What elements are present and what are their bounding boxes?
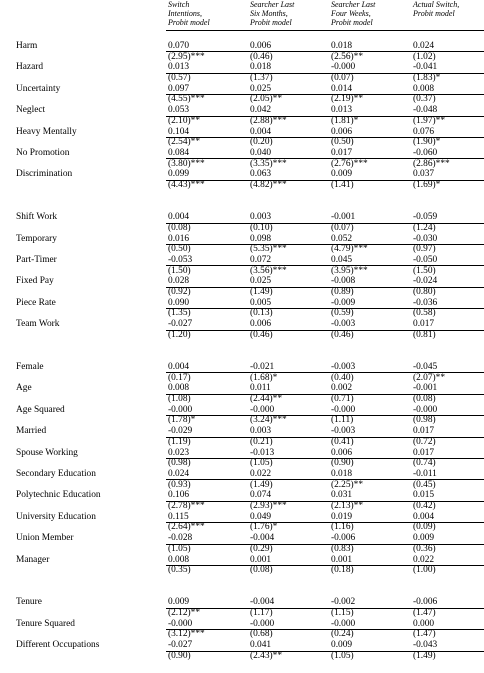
row-label: Hazard xyxy=(16,62,44,73)
row-label: University Education xyxy=(16,511,96,522)
coefficient-cell: -0.024 xyxy=(413,276,438,287)
row-rule xyxy=(166,116,484,117)
coefficient-cell: -0.003 xyxy=(331,426,356,437)
coefficient-cell: 0.028 xyxy=(168,276,190,287)
coefficient-cell: -0.000 xyxy=(250,404,275,415)
t-statistic-cell: (0.80) xyxy=(413,287,436,297)
coefficient-cell: 0.008 xyxy=(168,383,190,394)
t-statistic-cell: (2.93)*** xyxy=(250,501,287,511)
t-statistic-cell: (2.44)** xyxy=(250,394,283,404)
row-rule xyxy=(166,137,484,138)
row-label: Harm xyxy=(16,41,38,51)
row-rule xyxy=(166,180,484,181)
coefficient-cell: 0.053 xyxy=(168,105,190,116)
row-label: Team Work xyxy=(16,319,60,330)
t-statistic-cell: (0.58) xyxy=(413,308,436,319)
coefficient-cell: 0.006 xyxy=(250,41,272,51)
row-rule xyxy=(166,158,484,159)
t-statistic-cell: (0.83) xyxy=(331,543,354,554)
coefficient-cell: 0.005 xyxy=(250,297,272,308)
row-rule xyxy=(166,244,484,245)
coefficient-cell: 0.099 xyxy=(168,169,190,180)
coefficient-cell: 0.017 xyxy=(413,426,435,437)
t-statistic-cell: (3.80)*** xyxy=(168,158,205,169)
row-label: Uncertainty xyxy=(16,83,61,94)
t-statistic-cell: (1.47) xyxy=(413,629,436,640)
coefficient-cell: -0.000 xyxy=(331,404,356,415)
t-statistic-cell: (0.13) xyxy=(250,308,273,319)
coefficient-cell: 0.106 xyxy=(168,490,190,501)
coefficient-cell: -0.004 xyxy=(250,597,275,608)
row-rule xyxy=(166,608,484,609)
coefficient-cell: 0.063 xyxy=(250,169,272,180)
t-statistic-cell: (5.35)*** xyxy=(250,244,287,255)
coefficient-cell: 0.009 xyxy=(168,597,190,608)
t-statistic-cell: (3.35)*** xyxy=(250,158,287,169)
coefficient-cell: -0.002 xyxy=(331,597,356,608)
row-rule xyxy=(166,479,484,480)
t-statistic-cell: (2.64)*** xyxy=(168,522,205,533)
t-statistic-cell: (2.78)*** xyxy=(168,501,205,511)
coefficient-cell: 0.037 xyxy=(413,169,435,180)
coefficient-cell: 0.090 xyxy=(168,297,190,308)
t-statistic-cell: (1.05) xyxy=(331,650,354,661)
t-statistic-cell: (0.07) xyxy=(331,222,354,233)
coefficient-cell: -0.006 xyxy=(413,597,438,608)
t-statistic-cell: (4.55)*** xyxy=(168,94,205,105)
coefficient-cell: -0.009 xyxy=(331,297,356,308)
coefficient-cell: -0.006 xyxy=(331,533,356,544)
row-label: Discrimination xyxy=(16,169,73,180)
coefficient-cell: 0.018 xyxy=(331,41,353,51)
t-statistic-cell: (0.24) xyxy=(331,629,354,640)
row-label: Fixed Pay xyxy=(16,276,54,287)
t-statistic-cell: (0.08) xyxy=(413,394,436,404)
t-statistic-cell: (1.41) xyxy=(331,180,354,190)
t-statistic-cell: (2.43)** xyxy=(250,650,283,661)
t-statistic-cell: (0.93) xyxy=(168,479,191,490)
row-rule xyxy=(166,458,484,459)
row-rule xyxy=(166,372,484,373)
t-statistic-cell: (1.08) xyxy=(168,394,191,404)
t-statistic-cell: (0.97) xyxy=(413,244,436,255)
coefficient-cell: 0.023 xyxy=(168,447,190,458)
coefficient-cell: 0.013 xyxy=(331,105,353,116)
t-statistic-cell: (0.59) xyxy=(331,308,354,319)
row-rule xyxy=(166,265,484,266)
t-statistic-cell: (1.02) xyxy=(413,51,436,62)
t-statistic-cell: (0.89) xyxy=(331,287,354,297)
coefficient-cell: -0.027 xyxy=(168,319,193,330)
coefficient-cell: -0.030 xyxy=(413,233,438,244)
coefficient-cell: 0.001 xyxy=(331,554,353,565)
row-rule xyxy=(166,308,484,309)
row-label: Different Occupations xyxy=(16,640,100,651)
row-label: Polytechnic Education xyxy=(16,490,101,501)
coefficient-cell: 0.006 xyxy=(250,319,272,330)
row-rule xyxy=(166,51,484,52)
t-statistic-cell: (3.12)*** xyxy=(168,629,205,640)
row-label: Manager xyxy=(16,554,50,565)
t-statistic-cell: (1.37) xyxy=(250,73,273,83)
t-statistic-cell: (2.10)** xyxy=(168,115,201,126)
coefficient-cell: 0.070 xyxy=(168,41,190,51)
coefficient-cell: -0.029 xyxy=(168,426,193,437)
t-statistic-cell: (0.36) xyxy=(413,543,436,554)
row-label: Age xyxy=(16,383,32,394)
row-label: Married xyxy=(16,426,47,437)
coefficient-cell: -0.000 xyxy=(331,62,356,73)
t-statistic-cell: (1.69)* xyxy=(413,180,441,190)
row-rule xyxy=(166,94,484,95)
t-statistic-cell: (1.49) xyxy=(413,650,436,661)
coefficient-cell: 0.074 xyxy=(250,490,272,501)
t-statistic-cell: (1.47) xyxy=(413,608,436,618)
coefficient-cell: 0.003 xyxy=(250,426,272,437)
row-label: No Promotion xyxy=(16,148,70,158)
t-statistic-cell: (0.10) xyxy=(250,222,273,233)
t-statistic-cell: (2.56)** xyxy=(331,51,364,62)
t-statistic-cell: (0.09) xyxy=(413,522,436,533)
coefficient-cell: 0.018 xyxy=(250,62,272,73)
t-statistic-cell: (0.50) xyxy=(331,137,354,148)
row-label: Piece Rate xyxy=(16,297,56,308)
column-header: Actual Switch, Probit model xyxy=(413,0,460,19)
t-statistic-cell: (0.50) xyxy=(168,244,191,255)
coefficient-cell: 0.017 xyxy=(331,148,353,158)
coefficient-cell: -0.021 xyxy=(250,362,275,372)
t-statistic-cell: (0.21) xyxy=(250,436,273,447)
t-statistic-cell: (0.72) xyxy=(413,436,436,447)
t-statistic-cell: (1.49) xyxy=(250,479,273,490)
t-statistic-cell: (4.43)*** xyxy=(168,180,205,190)
coefficient-cell: 0.052 xyxy=(331,233,353,244)
coefficient-cell: 0.115 xyxy=(168,511,189,522)
coefficient-cell: 0.004 xyxy=(168,362,190,372)
row-rule xyxy=(166,415,484,416)
row-rule xyxy=(166,330,484,331)
t-statistic-cell: (0.29) xyxy=(250,543,273,554)
t-statistic-cell: (0.57) xyxy=(168,73,191,83)
t-statistic-cell: (3.24)*** xyxy=(250,415,287,426)
coefficient-cell: 0.009 xyxy=(331,640,353,651)
row-label: Tenure xyxy=(16,597,42,608)
coefficient-cell: -0.059 xyxy=(413,212,438,223)
coefficient-cell: 0.084 xyxy=(168,148,190,158)
t-statistic-cell: (0.98) xyxy=(413,415,436,426)
coefficient-cell: -0.028 xyxy=(168,533,193,544)
t-statistic-cell: (0.20) xyxy=(250,137,273,148)
coefficient-cell: -0.043 xyxy=(413,640,438,651)
coefficient-cell: -0.008 xyxy=(331,276,356,287)
coefficient-cell: -0.003 xyxy=(331,319,356,330)
row-label: Union Member xyxy=(16,533,74,544)
coefficient-cell: 0.011 xyxy=(250,383,271,394)
t-statistic-cell: (1.35) xyxy=(168,308,191,319)
row-rule xyxy=(166,651,484,652)
t-statistic-cell: (2.25)** xyxy=(331,479,364,490)
t-statistic-cell: (0.45) xyxy=(413,479,436,490)
row-label: Spouse Working xyxy=(16,447,78,458)
t-statistic-cell: (2.95)*** xyxy=(168,51,205,62)
t-statistic-cell: (0.90) xyxy=(168,650,191,661)
t-statistic-cell: (0.37) xyxy=(413,94,436,105)
coefficient-cell: 0.008 xyxy=(413,83,435,94)
coefficient-cell: -0.027 xyxy=(168,640,193,651)
t-statistic-cell: (1.81)* xyxy=(331,115,359,126)
t-statistic-cell: (1.76)* xyxy=(250,522,278,533)
coefficient-cell: 0.009 xyxy=(331,169,353,180)
t-statistic-cell: (0.40) xyxy=(331,372,354,383)
coefficient-cell: 0.009 xyxy=(413,533,435,544)
row-label: Tenure Squared xyxy=(16,618,75,629)
row-rule xyxy=(166,522,484,523)
coefficient-cell: 0.008 xyxy=(168,554,190,565)
t-statistic-cell: (1.20) xyxy=(168,329,191,340)
t-statistic-cell: (0.42) xyxy=(413,501,436,511)
coefficient-cell: 0.072 xyxy=(250,255,272,265)
coefficient-cell: -0.000 xyxy=(331,618,356,629)
t-statistic-cell: (0.92) xyxy=(168,287,191,297)
row-label: Part-Timer xyxy=(16,255,57,265)
row-label: Heavy Mentally xyxy=(16,126,77,137)
header-rule xyxy=(166,30,484,31)
coefficient-cell: -0.060 xyxy=(413,148,438,158)
coefficient-cell: 0.018 xyxy=(331,469,353,479)
coefficient-cell: 0.002 xyxy=(331,383,353,394)
t-statistic-cell: (0.46) xyxy=(250,51,273,62)
t-statistic-cell: (3.95)*** xyxy=(331,265,368,276)
t-statistic-cell: (4.82)*** xyxy=(250,180,287,190)
row-rule xyxy=(166,501,484,502)
row-label: Secondary Education xyxy=(16,469,96,479)
t-statistic-cell: (2.12)** xyxy=(168,608,201,618)
t-statistic-cell: (0.46) xyxy=(250,329,273,340)
t-statistic-cell: (1.49) xyxy=(250,287,273,297)
coefficient-cell: 0.000 xyxy=(413,618,435,629)
t-statistic-cell: (4.79)*** xyxy=(331,244,368,255)
t-statistic-cell: (2.13)** xyxy=(331,501,364,511)
row-rule xyxy=(166,73,484,74)
row-rule xyxy=(166,544,484,545)
t-statistic-cell: (0.35) xyxy=(168,565,191,576)
coefficient-cell: -0.000 xyxy=(168,618,193,629)
t-statistic-cell: (2.88)*** xyxy=(250,115,287,126)
coefficient-cell: 0.017 xyxy=(413,319,435,330)
coefficient-cell: -0.000 xyxy=(250,618,275,629)
t-statistic-cell: (1.90)* xyxy=(413,137,441,148)
t-statistic-cell: (1.97)** xyxy=(413,115,446,126)
coefficient-cell: 0.006 xyxy=(331,447,353,458)
coefficient-cell: -0.001 xyxy=(331,212,356,223)
coefficient-cell: 0.004 xyxy=(250,126,272,137)
row-label: Temporary xyxy=(16,233,57,244)
t-statistic-cell: (2.86)*** xyxy=(413,158,450,169)
coefficient-cell: 0.031 xyxy=(331,490,353,501)
t-statistic-cell: (0.18) xyxy=(331,565,354,576)
row-rule xyxy=(166,287,484,288)
column-header: Searcher Last Four Weeks, Probit model xyxy=(331,0,376,28)
row-rule xyxy=(166,394,484,395)
row-rule xyxy=(166,437,484,438)
t-statistic-cell: (0.90) xyxy=(331,458,354,469)
coefficient-cell: -0.004 xyxy=(250,533,275,544)
t-statistic-cell: (0.98) xyxy=(168,458,191,469)
coefficient-cell: 0.041 xyxy=(250,640,272,651)
t-statistic-cell: (0.41) xyxy=(331,436,354,447)
row-label: Shift Work xyxy=(16,212,58,223)
coefficient-cell: 0.004 xyxy=(168,212,190,223)
row-rule xyxy=(166,629,484,630)
coefficient-cell: 0.024 xyxy=(168,469,190,479)
coefficient-cell: 0.017 xyxy=(413,447,435,458)
coefficient-cell: 0.025 xyxy=(250,276,272,287)
row-rule xyxy=(166,223,484,224)
coefficient-cell: -0.013 xyxy=(250,447,275,458)
coefficient-cell: 0.049 xyxy=(250,511,272,522)
t-statistic-cell: (2.76)*** xyxy=(331,158,368,169)
coefficient-cell: -0.041 xyxy=(413,62,438,73)
t-statistic-cell: (1.05) xyxy=(168,543,191,554)
t-statistic-cell: (1.00) xyxy=(413,565,436,576)
t-statistic-cell: (1.78)* xyxy=(168,415,196,426)
t-statistic-cell: (2.05)** xyxy=(250,94,283,105)
t-statistic-cell: (0.07) xyxy=(331,73,354,83)
coefficient-cell: 0.042 xyxy=(250,105,272,116)
coefficient-cell: -0.000 xyxy=(168,404,193,415)
t-statistic-cell: (1.50) xyxy=(168,265,191,276)
coefficient-cell: 0.013 xyxy=(168,62,190,73)
coefficient-cell: -0.045 xyxy=(413,362,438,372)
coefficient-cell: 0.001 xyxy=(250,554,272,565)
coefficient-cell: 0.025 xyxy=(250,83,272,94)
column-header: Switch Intentions, Probit model xyxy=(168,0,210,28)
t-statistic-cell: (1.05) xyxy=(250,458,273,469)
coefficient-cell: -0.011 xyxy=(413,469,437,479)
coefficient-cell: 0.098 xyxy=(250,233,272,244)
t-statistic-cell: (2.54)** xyxy=(168,137,201,148)
t-statistic-cell: (1.15) xyxy=(331,608,354,618)
t-statistic-cell: (0.46) xyxy=(331,329,354,340)
coefficient-cell: -0.050 xyxy=(413,255,438,265)
t-statistic-cell: (0.08) xyxy=(168,222,191,233)
t-statistic-cell: (2.07)** xyxy=(413,372,446,383)
t-statistic-cell: (1.11) xyxy=(331,415,354,426)
coefficient-cell: 0.104 xyxy=(168,126,190,137)
t-statistic-cell: (2.19)** xyxy=(331,94,364,105)
t-statistic-cell: (1.83)* xyxy=(413,73,441,83)
coefficient-cell: 0.045 xyxy=(331,255,353,265)
t-statistic-cell: (1.17) xyxy=(250,608,273,618)
row-label: Age Squared xyxy=(16,404,65,415)
t-statistic-cell: (0.08) xyxy=(250,565,273,576)
t-statistic-cell: (0.74) xyxy=(413,458,436,469)
coefficient-cell: 0.022 xyxy=(250,469,272,479)
coefficient-cell: -0.003 xyxy=(331,362,356,372)
coefficient-cell: 0.014 xyxy=(331,83,353,94)
t-statistic-cell: (0.68) xyxy=(250,629,273,640)
coefficient-cell: -0.048 xyxy=(413,105,438,116)
t-statistic-cell: (1.68)* xyxy=(250,372,278,383)
coefficient-cell: 0.015 xyxy=(413,490,435,501)
coefficient-cell: 0.022 xyxy=(413,554,435,565)
coefficient-cell: 0.006 xyxy=(331,126,353,137)
row-label: Neglect xyxy=(16,105,46,116)
coefficient-cell: 0.004 xyxy=(413,511,435,522)
coefficient-cell: 0.024 xyxy=(413,41,435,51)
row-label: Female xyxy=(16,362,44,372)
t-statistic-cell: (1.50) xyxy=(413,265,436,276)
t-statistic-cell: (0.71) xyxy=(331,394,354,404)
t-statistic-cell: (1.19) xyxy=(168,436,191,447)
t-statistic-cell: (1.24) xyxy=(413,222,436,233)
t-statistic-cell: (0.17) xyxy=(168,372,191,383)
t-statistic-cell: (0.81) xyxy=(413,329,436,340)
coefficient-cell: 0.097 xyxy=(168,83,190,94)
t-statistic-cell: (3.56)*** xyxy=(250,265,287,276)
coefficient-cell: 0.076 xyxy=(413,126,435,137)
coefficient-cell: 0.003 xyxy=(250,212,272,223)
coefficient-cell: 0.016 xyxy=(168,233,190,244)
coefficient-cell: -0.001 xyxy=(413,383,438,394)
coefficient-cell: -0.036 xyxy=(413,297,438,308)
t-statistic-cell: (1.16) xyxy=(331,522,354,533)
coefficient-cell: 0.019 xyxy=(331,511,353,522)
column-header: Searcher Last Six Months, Probit model xyxy=(250,0,295,28)
coefficient-cell: 0.040 xyxy=(250,148,272,158)
coefficient-cell: -0.053 xyxy=(168,255,193,265)
row-rule xyxy=(166,565,484,566)
coefficient-cell: -0.000 xyxy=(413,404,438,415)
